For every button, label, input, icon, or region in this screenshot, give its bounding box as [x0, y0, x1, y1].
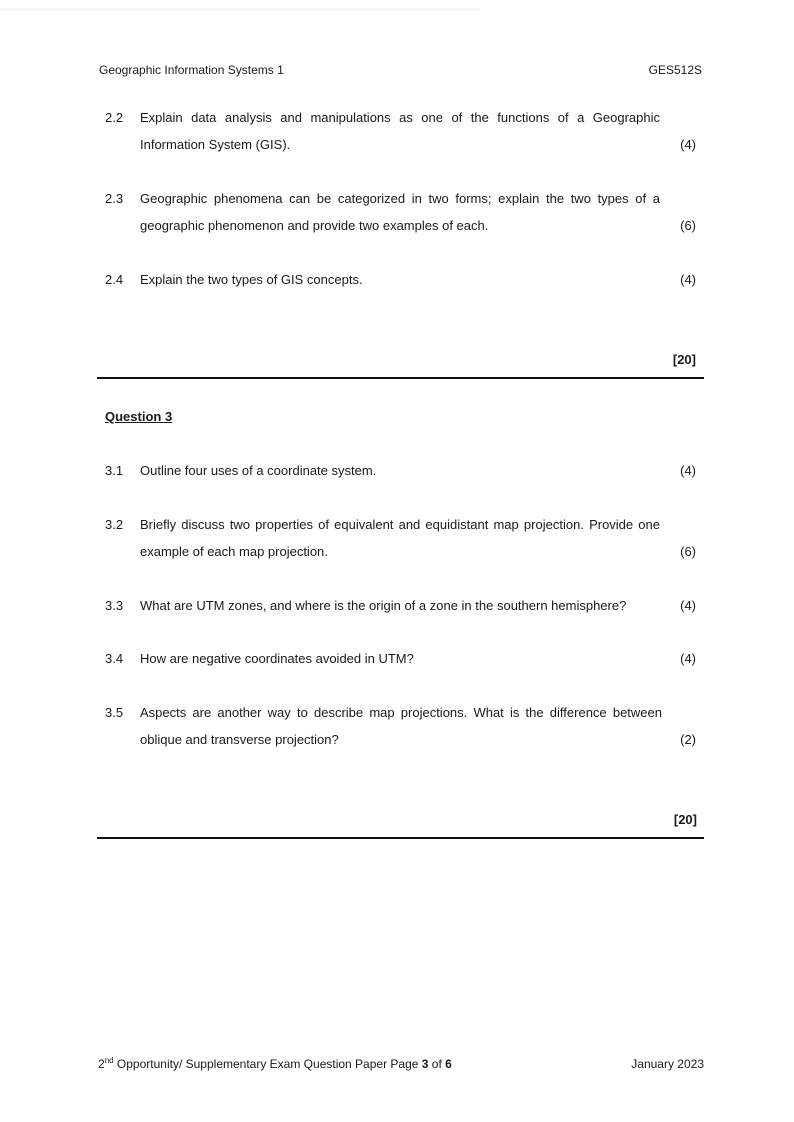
question-text: Explain data analysis and manipulations as one of the functions of a Geographic Information System (GIS).	[140, 110, 660, 152]
footer-prefix: 2	[98, 1057, 105, 1071]
question-marks: (4)	[680, 137, 696, 152]
question-number: 2.2	[105, 110, 124, 125]
footer-middle: Opportunity/ Supplementary Exam Question Paper Page	[113, 1057, 422, 1071]
footer-sup: nd	[104, 1056, 114, 1065]
question-number: 3.2	[105, 517, 124, 532]
question-number: 3.4	[105, 651, 124, 666]
question-text: How are negative coordinates avoided in UTM?	[140, 651, 414, 666]
question-text: Aspects are another way to describe map projections. What is the difference between oblique and transverse projection?	[140, 705, 662, 747]
scan-smudge	[0, 8, 480, 11]
question-3-4	[105, 645, 697, 672]
course-code: GES512S	[648, 63, 702, 77]
question-number: 2.4	[105, 272, 124, 287]
section-divider	[97, 377, 704, 379]
footer-page-count: 6	[445, 1057, 452, 1071]
question-number: 2.3	[105, 191, 124, 206]
question-text: Explain the two types of GIS concepts.	[140, 272, 363, 287]
question-3-1	[105, 457, 697, 484]
question-marks: (4)	[680, 272, 696, 287]
question-number: 3.3	[105, 598, 124, 613]
section-divider	[97, 837, 704, 839]
footer-of: of	[428, 1057, 446, 1071]
footer-date: January 2023	[631, 1057, 704, 1071]
question-2-3	[105, 185, 697, 239]
question-2-2	[105, 104, 697, 158]
question-marks: (4)	[680, 463, 696, 478]
question-number: 3.5	[105, 705, 124, 720]
question-number: 3.1	[105, 463, 124, 478]
question-text: Geographic phenomena can be categorized in two forms; explain the two types of a geographic phenomenon and provide two examples of each.	[140, 191, 660, 233]
question-text: What are UTM zones, and where is the origin of a zone in the southern hemisphere?	[140, 598, 627, 613]
question-3-5	[105, 699, 697, 753]
section-3-total: [20]	[673, 812, 697, 827]
question-marks: (4)	[680, 598, 696, 613]
footer-page-number: 3	[421, 1057, 429, 1071]
question-3-heading: Question 3	[105, 409, 173, 424]
question-marks: (6)	[680, 218, 696, 233]
course-title: Geographic Information Systems 1	[99, 63, 284, 77]
footer-page-info	[98, 1057, 452, 1071]
question-3-3	[105, 592, 697, 619]
question-marks: (2)	[680, 732, 696, 747]
question-3-2	[105, 511, 697, 565]
section-2-total: [20]	[672, 352, 696, 367]
question-text: Briefly discuss two properties of equivalent and equidistant map projection. Provide one example of each map projection.	[140, 517, 660, 559]
question-marks: (6)	[680, 544, 696, 559]
question-marks: (4)	[680, 651, 696, 666]
question-2-4	[105, 266, 697, 293]
question-text: Outline four uses of a coordinate system.	[140, 463, 377, 478]
